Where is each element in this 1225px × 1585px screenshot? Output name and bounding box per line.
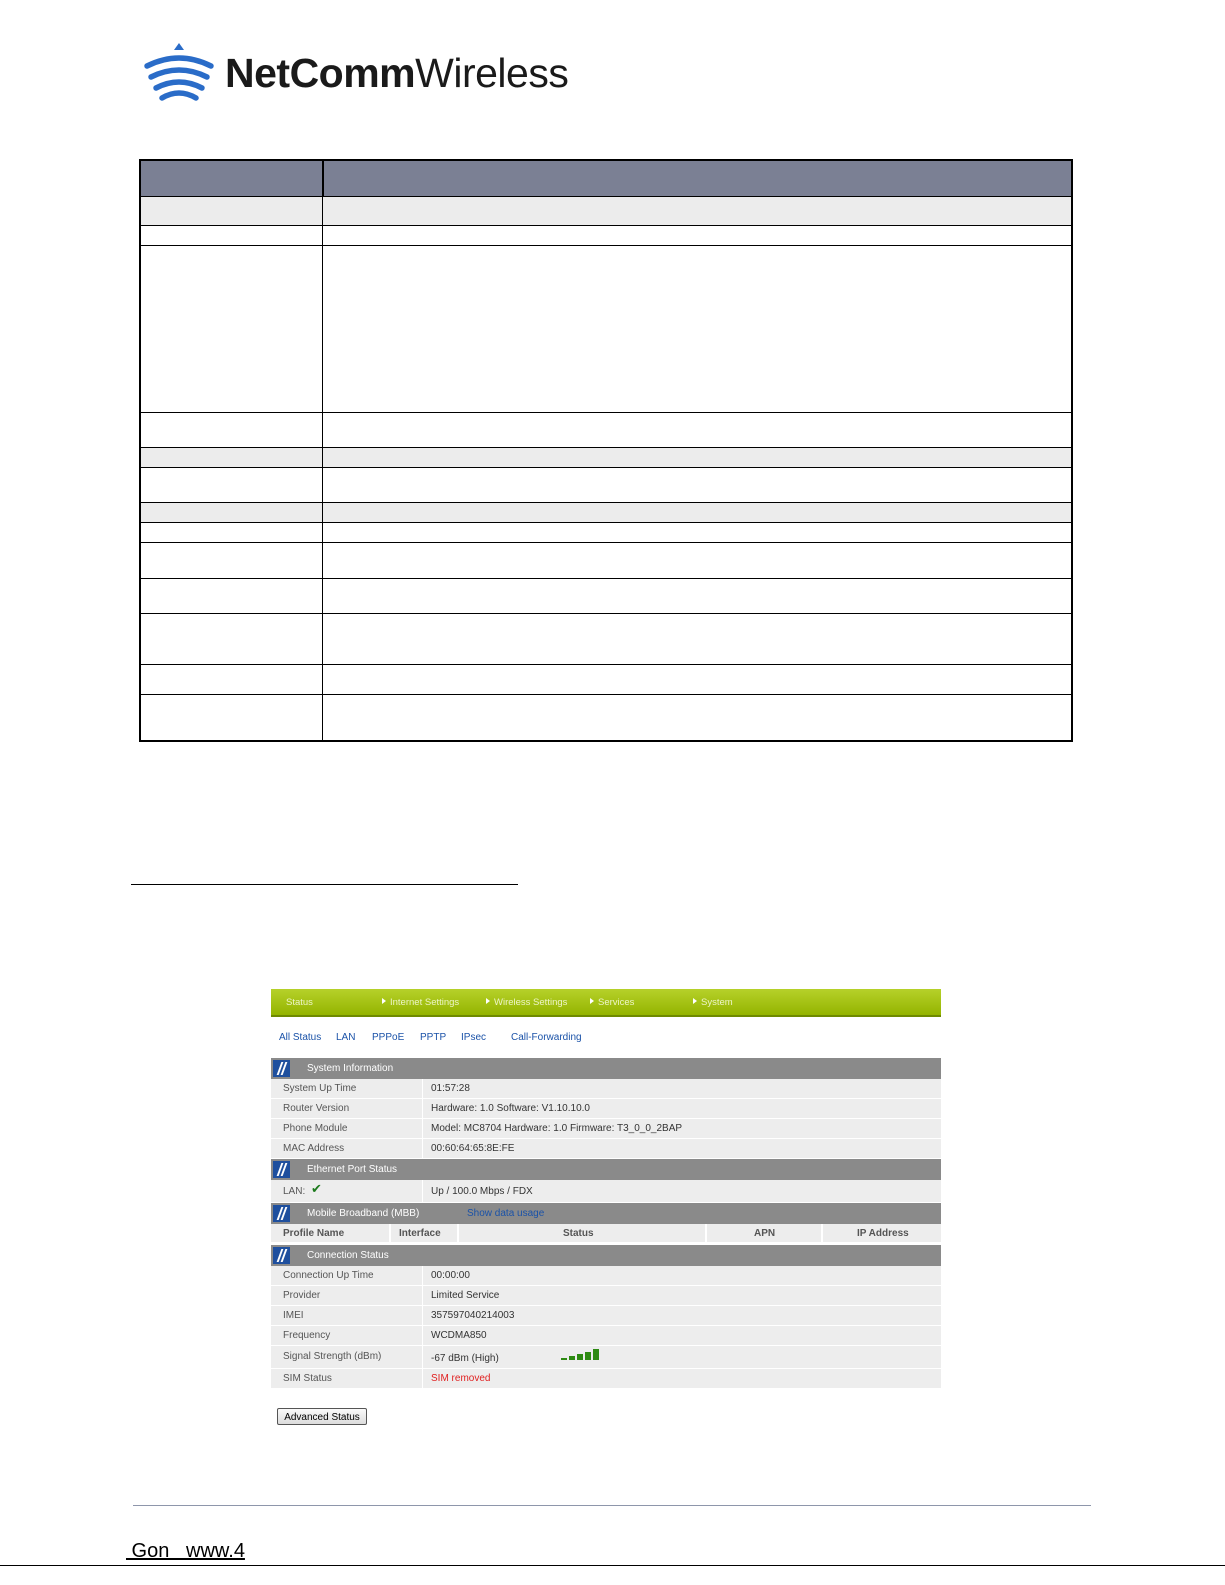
info-row: System Up Time 01:57:28	[271, 1079, 941, 1099]
connection-row: IMEI 357597040214003	[271, 1306, 941, 1326]
table-row	[140, 665, 323, 695]
section-mobile-broadband	[271, 1203, 941, 1224]
table-row	[140, 614, 323, 665]
section-icon	[273, 1161, 290, 1178]
subnav-lan[interactable]: LAN	[336, 1032, 356, 1043]
table-row	[140, 197, 323, 226]
section-ethernet-port-status	[271, 1159, 941, 1180]
section-title: Mobile Broadband (MBB)	[307, 1208, 420, 1219]
info-row: Phone Module Model: MC8704 Hardware: 1.0 Firmware: T3_0_0_2BAP	[271, 1119, 941, 1139]
lan-status-row: LAN: ✔ Up / 100.0 Mbps / FDX	[271, 1180, 941, 1203]
section-title: System Information	[307, 1063, 394, 1074]
router-status-screenshot	[271, 989, 941, 1423]
connection-row: Connection Up Time 00:00:00	[271, 1266, 941, 1286]
check-icon: ✔	[311, 1181, 322, 1196]
table-header-col2	[323, 160, 1073, 197]
connection-row: Provider Limited Service	[271, 1286, 941, 1306]
advanced-status-button[interactable]: Advanced Status	[277, 1408, 367, 1425]
brand-name: NetCommWireless	[225, 50, 569, 96]
subnav-all-status[interactable]: All Status	[279, 1032, 322, 1043]
arrow-icon	[693, 998, 697, 1004]
subnav-ipsec[interactable]: IPsec	[461, 1032, 487, 1043]
table-row	[140, 468, 323, 503]
sub-navigation	[271, 1017, 941, 1055]
show-data-usage-link[interactable]: Show data usage	[467, 1208, 545, 1219]
table-row	[140, 246, 323, 413]
table-row	[140, 226, 323, 246]
section-system-information	[271, 1058, 941, 1079]
netcomm-wifi-logo-icon	[143, 42, 215, 108]
subnav-pppoe[interactable]: PPPoE	[372, 1032, 405, 1043]
arrow-icon	[486, 998, 490, 1004]
table-row	[140, 543, 323, 579]
nav-system[interactable]: System	[693, 997, 733, 1008]
section-underline	[131, 884, 518, 885]
document-table	[139, 159, 1073, 742]
section-icon	[273, 1060, 290, 1077]
table-row	[140, 503, 323, 523]
nav-internet-settings[interactable]: Internet Settings	[382, 997, 459, 1008]
top-navigation	[271, 989, 941, 1017]
section-icon	[273, 1205, 290, 1222]
section-title: Connection Status	[307, 1250, 389, 1261]
subnav-call-forwarding[interactable]: Call-Forwarding	[511, 1032, 582, 1043]
table-row	[140, 448, 323, 468]
table-header-col1	[140, 160, 323, 197]
table-row	[140, 413, 323, 448]
nav-services[interactable]: Services	[590, 997, 634, 1008]
info-row: Router Version Hardware: 1.0 Software: V1.10.10.0	[271, 1099, 941, 1119]
footer-text: Gon www.4	[126, 1540, 245, 1562]
section-connection-status	[271, 1245, 941, 1266]
mbb-table-header: Profile Name Interface Status APN IP Address	[271, 1224, 941, 1242]
section-title: Ethernet Port Status	[307, 1164, 398, 1175]
table-row	[140, 579, 323, 614]
section-icon	[273, 1247, 290, 1264]
signal-strength-row: Signal Strength (dBm) -67 dBm (High)	[271, 1346, 941, 1369]
table-row	[140, 523, 323, 543]
table-row	[140, 695, 323, 741]
info-row: MAC Address 00:60:64:65:8E:FE	[271, 1139, 941, 1159]
arrow-icon	[382, 998, 386, 1004]
connection-row: Frequency WCDMA850	[271, 1326, 941, 1346]
nav-wireless-settings[interactable]: Wireless Settings	[486, 997, 567, 1008]
footer-rule	[133, 1505, 1091, 1506]
sim-status-row: SIM Status SIM removed	[271, 1369, 941, 1389]
page-bottom-rule	[0, 1565, 1225, 1566]
subnav-pptp[interactable]: PPTP	[420, 1032, 447, 1043]
nav-status[interactable]: Status	[286, 997, 313, 1008]
arrow-icon	[590, 998, 594, 1004]
